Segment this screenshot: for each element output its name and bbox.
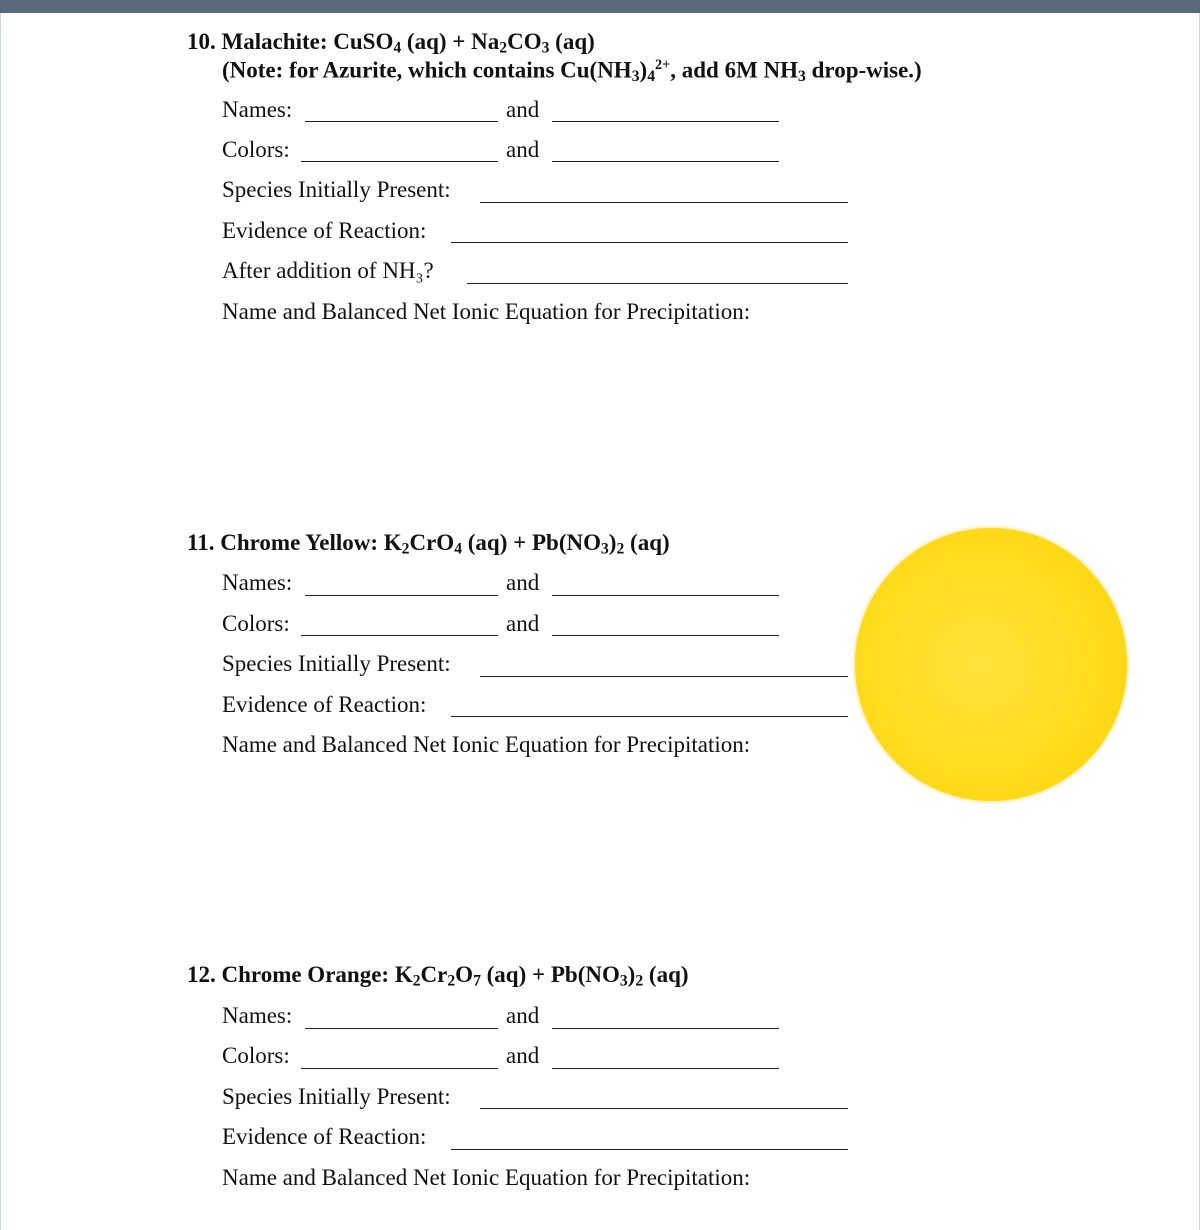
q10-equation-label: Name and Balanced Net Ionic Equation for Precipitation: xyxy=(222,299,751,324)
q10-names-field-1[interactable] xyxy=(305,121,498,122)
q11-evidence-label: Evidence of Reaction: xyxy=(222,692,427,717)
q11-colors-field-1[interactable] xyxy=(301,635,498,636)
q10-colors-field-1[interactable] xyxy=(301,161,498,162)
q10-heading: 10. Malachite: CuSO$_4$ $(aq) + Na_2CO_3$ (aq) xyxy=(187,29,595,57)
q10-names-and: and xyxy=(506,97,540,122)
q11-equation-label: Name and Balanced Net Ionic Equation for Precipitation: xyxy=(222,732,751,757)
q10-evidence-label: Evidence of Reaction: xyxy=(222,218,427,243)
q10-species-field[interactable] xyxy=(480,202,848,203)
q10-after-nh3-field[interactable] xyxy=(467,283,848,284)
q10-colors-and: and xyxy=(506,137,540,162)
q12-colors-label: Colors: xyxy=(222,1043,290,1068)
q10-evidence-field[interactable] xyxy=(451,242,848,243)
q10-colors-label: Colors: xyxy=(222,137,290,162)
q10-after-nh3-label: After addition of NH₃? xyxy=(222,258,434,283)
q11-species-label: Species Initially Present: xyxy=(222,651,451,676)
q11-names-and: and xyxy=(506,570,540,595)
window-top-bar xyxy=(0,0,1200,13)
q11-evidence-field[interactable] xyxy=(451,716,848,717)
q11-colors-and: and xyxy=(506,611,540,636)
q11-heading: 11. Chrome Yellow: $K_2CrO_4$ $(aq) + Pb(NO_3)_2$ (aq) xyxy=(187,530,670,558)
q12-equation-label: Name and Balanced Net Ionic Equation for Precipitation: xyxy=(222,1165,751,1190)
q12-names-and: and xyxy=(506,1003,540,1028)
q11-names-field-1[interactable] xyxy=(305,595,498,596)
q12-names-field-1[interactable] xyxy=(305,1028,498,1029)
q12-evidence-field[interactable] xyxy=(451,1149,848,1150)
q10-colors-field-2[interactable] xyxy=(552,161,779,162)
q12-species-field[interactable] xyxy=(480,1108,848,1109)
q11-names-field-2[interactable] xyxy=(552,595,779,596)
q10-species-label: Species Initially Present: xyxy=(222,177,451,202)
q11-colors-label: Colors: xyxy=(222,611,290,636)
q12-evidence-label: Evidence of Reaction: xyxy=(222,1124,427,1149)
q12-names-label: Names: xyxy=(222,1003,293,1028)
q12-heading: 12. Chrome Orange: $K_2Cr_2O_7$ $(aq) + Pb(NO_3)_2$ (aq) xyxy=(187,962,689,990)
q12-colors-and: and xyxy=(506,1043,540,1068)
chrome-yellow-sample-image xyxy=(855,528,1127,801)
q12-names-field-2[interactable] xyxy=(552,1028,779,1029)
q12-colors-field-1[interactable] xyxy=(301,1068,498,1069)
q11-colors-field-2[interactable] xyxy=(552,635,779,636)
q11-species-field[interactable] xyxy=(480,676,848,677)
q10-names-label: Names: xyxy=(222,97,293,122)
q12-species-label: Species Initially Present: xyxy=(222,1084,451,1109)
q11-names-label: Names: xyxy=(222,570,293,595)
q12-colors-field-2[interactable] xyxy=(552,1068,779,1069)
q10-note: (Note: for Azurite, which contains $Cu(NH_3)_4^{2+}$, add 6M $NH_3$ drop-wise.) xyxy=(222,57,922,85)
q10-names-field-2[interactable] xyxy=(552,121,779,122)
